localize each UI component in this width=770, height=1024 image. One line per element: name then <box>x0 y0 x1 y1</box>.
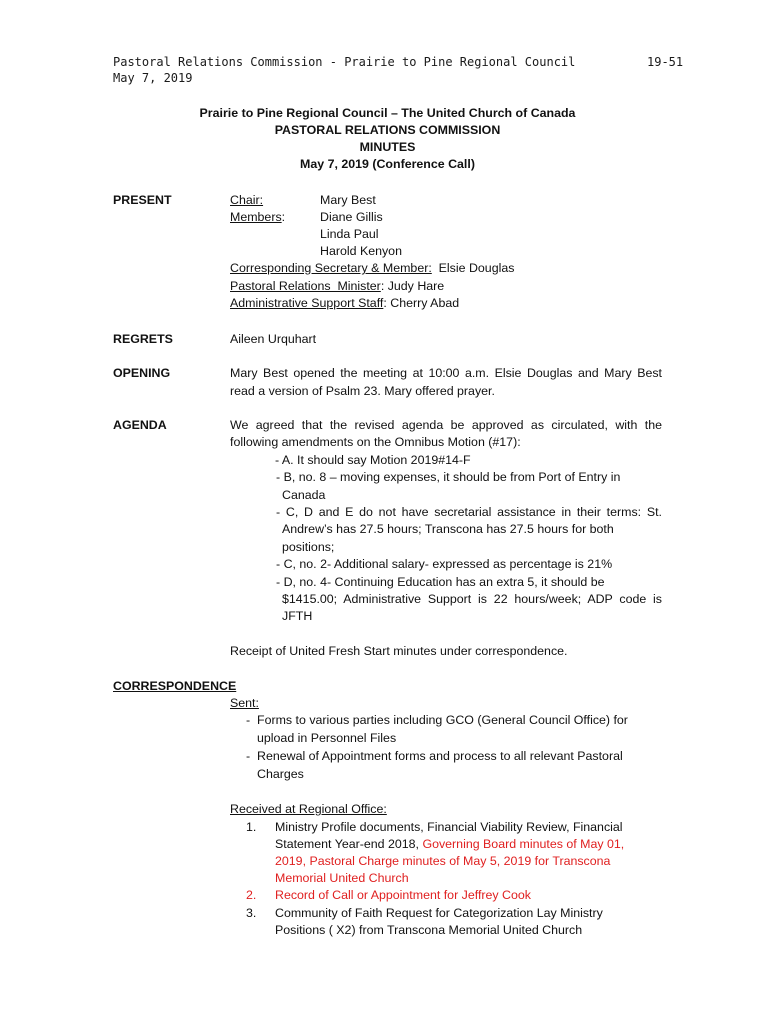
agenda-text-line: following amendments on the Omnibus Motion (#17): <box>230 435 521 449</box>
regrets-text: Aileen Urquhart <box>230 332 317 346</box>
member-name: Diane Gillis <box>320 210 383 224</box>
opening-text-line: read a version of Psalm 23. Mary offered prayer. <box>230 384 495 398</box>
header-title: Pastoral Relations Commission - Prairie to Pine Regional Council <box>113 55 576 69</box>
received-item-line <box>275 837 624 851</box>
members-label: Members <box>230 210 282 224</box>
section-heading-opening: OPENING <box>113 366 171 380</box>
received-item-highlight: Record of Call or Appointment for Jeffrey Cook <box>275 888 531 902</box>
section-heading-present: PRESENT <box>113 193 172 207</box>
received-item-number: 1. <box>246 820 257 834</box>
page-reference: 19-51 <box>647 55 684 69</box>
sent-item-line: Charges <box>257 767 304 781</box>
member-name: Harold Kenyon <box>320 244 402 258</box>
agenda-amendment-line: JFTH <box>282 609 313 623</box>
agenda-amendment-line: $1415.00; Administrative Support is 22 hours/week; ADP code is <box>282 592 662 606</box>
section-heading-regrets: REGRETS <box>113 332 173 346</box>
members-colon: : <box>281 210 286 224</box>
header-date: May 7, 2019 <box>113 71 193 85</box>
section-heading-agenda: AGENDA <box>113 418 167 432</box>
received-item-highlight: Governing Board minutes of May 01, <box>422 837 625 851</box>
sent-item-bullet: - <box>246 713 251 727</box>
council-title: Prairie to Pine Regional Council – The United Church of Canada <box>199 106 576 120</box>
sent-label: Sent: <box>230 696 259 710</box>
agenda-amendment-line: - C, no. 2- Additional salary- expressed as percentage is 21% <box>276 557 613 571</box>
received-item-highlight: 2019, Pastoral Charge minutes of May 5, 2019 for Transcona <box>275 854 611 868</box>
minister-name: : Judy Hare <box>380 279 445 293</box>
commission-title: PASTORAL RELATIONS COMMISSION <box>274 123 501 137</box>
sent-item-bullet: - <box>246 749 251 763</box>
minister-row <box>230 279 444 293</box>
admin-support-label: Administrative Support Staff <box>230 296 384 310</box>
received-item-line: Community of Faith Request for Categorization Lay Ministry <box>275 906 603 920</box>
agenda-amendment-line: positions; <box>282 540 335 554</box>
sent-item-line: Forms to various parties including GCO (General Council Office) for <box>257 713 628 727</box>
agenda-receipt-text: Receipt of United Fresh Start minutes under correspondence. <box>230 644 568 658</box>
received-item-number: 2. <box>246 888 257 902</box>
agenda-amendment-line: - B, no. 8 – moving expenses, it should be from Port of Entry in <box>276 470 621 484</box>
minutes-title: MINUTES <box>359 140 416 154</box>
admin-support-row <box>230 296 459 310</box>
opening-text-line: Mary Best opened the meeting at 10:00 a.m. Elsie Douglas and Mary Best <box>230 366 662 380</box>
chair-label: Chair: <box>230 193 264 207</box>
received-item-line: Positions ( X2) from Transcona Memorial United Church <box>275 923 583 937</box>
agenda-amendment-line: - D, no. 4- Continuing Education has an extra 5, it should be <box>276 575 605 589</box>
members-label-row <box>230 210 285 224</box>
received-item-line: Ministry Profile documents, Financial Viability Review, Financial <box>275 820 623 834</box>
corresponding-secretary-name: Elsie Douglas <box>431 261 515 275</box>
corresponding-secretary-label: Corresponding Secretary & Member: <box>230 261 432 275</box>
received-label: Received at Regional Office: <box>230 802 387 816</box>
corresponding-secretary-row <box>230 261 514 275</box>
received-item-text: Statement Year-end 2018, <box>275 837 423 851</box>
meeting-date-title: May 7, 2019 (Conference Call) <box>300 157 475 171</box>
agenda-amendment-line: Canada <box>282 488 326 502</box>
agenda-amendment-line: - A. It should say Motion 2019#14-F <box>275 453 471 467</box>
chair-name: Mary Best <box>320 193 376 207</box>
sent-item-line: Renewal of Appointment forms and process to all relevant Pastoral <box>257 749 623 763</box>
agenda-text-line: We agreed that the revised agenda be approved as circulated, with the <box>230 418 662 432</box>
section-heading-correspondence: CORRESPONDENCE <box>113 679 237 693</box>
received-item-highlight: Memorial United Church <box>275 871 409 885</box>
minister-label: Pastoral Relations Minister <box>230 279 381 293</box>
received-item-number: 3. <box>246 906 257 920</box>
agenda-amendment-line: - C, D and E do not have secretarial assistance in their terms: St. <box>276 505 662 519</box>
sent-item-line: upload in Personnel Files <box>257 731 397 745</box>
agenda-amendment-line: Andrew’s has 27.5 hours; Transcona has 27.5 hours for both <box>282 522 614 536</box>
admin-support-name: : Cherry Abad <box>383 296 460 310</box>
member-name: Linda Paul <box>320 227 379 241</box>
